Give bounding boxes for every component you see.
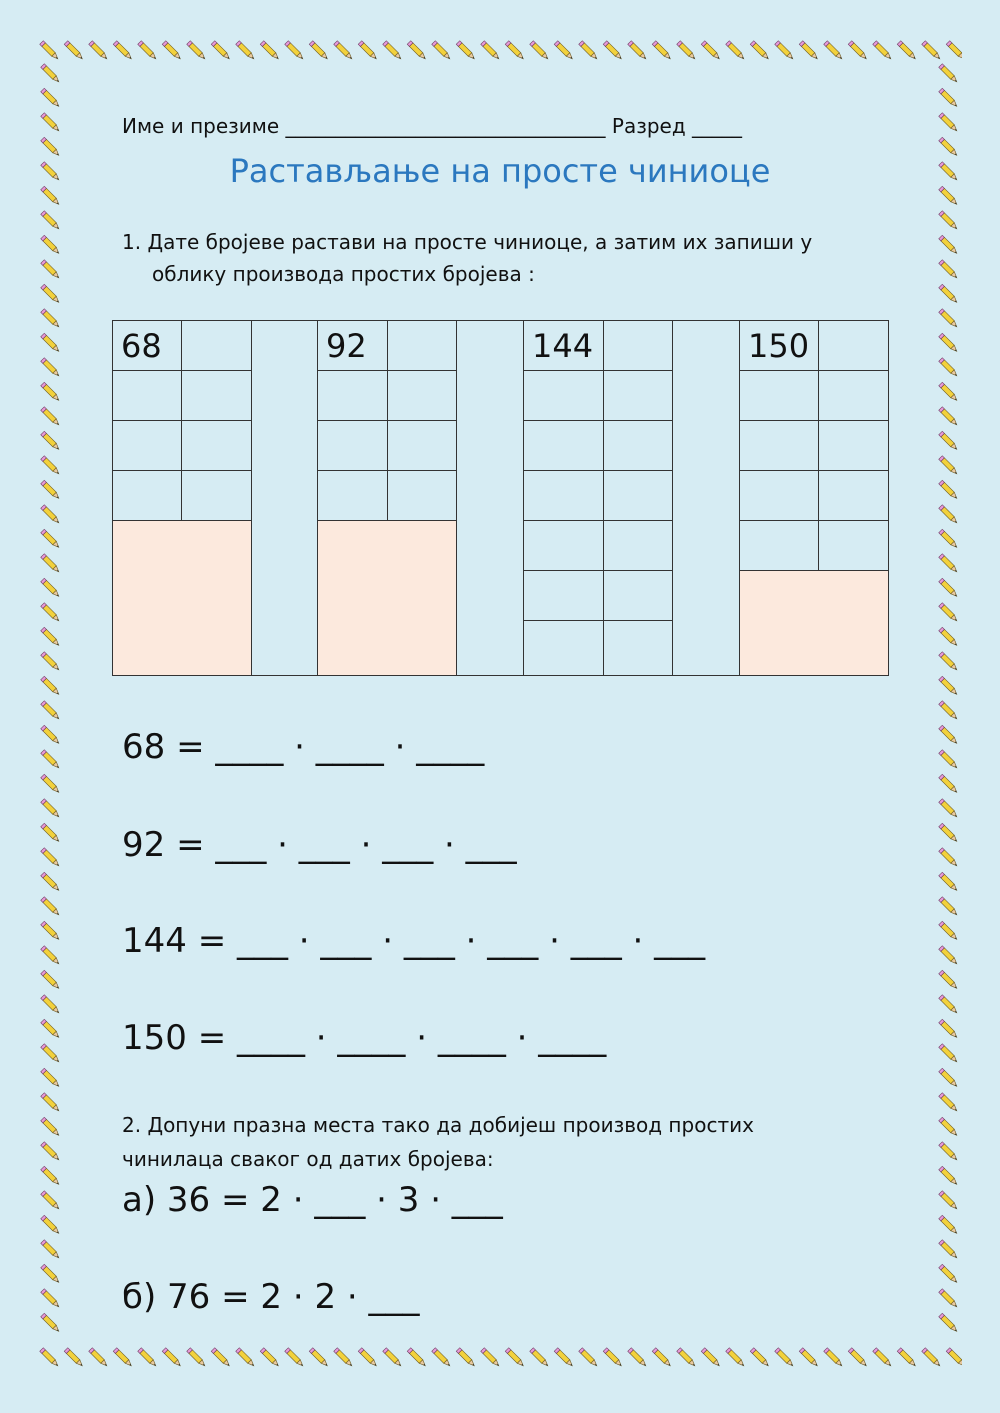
grid-cell[interactable] [818, 370, 889, 421]
task-2-line-2: чинилаца сваког од датих бројева: [122, 1147, 494, 1171]
equation-92[interactable]: 92 = ___ · ___ · ___ · ___ [122, 825, 517, 865]
task-2-a[interactable]: а) 36 = 2 · ___ · 3 · ___ [122, 1180, 503, 1220]
grid-gap [251, 320, 318, 676]
page-title: Растављање на просте чиниоце [229, 152, 771, 190]
grid-cell[interactable] [181, 320, 252, 371]
grid-cell[interactable] [603, 320, 673, 371]
grid-cell[interactable] [112, 470, 182, 521]
pencil-border-bottom [38, 1345, 962, 1371]
task-2-line-1: 2. Допуни празна места тако да добијеш производ простих [122, 1113, 754, 1137]
grid-68 [112, 320, 252, 674]
equation-144[interactable]: 144 = ___ · ___ · ___ · ___ · ___ · ___ [122, 921, 706, 961]
grid-number-cell: 144 [523, 320, 604, 371]
grid-gap [672, 320, 740, 676]
name-field[interactable]: ________________________________ [285, 114, 606, 138]
class-label: Разред [611, 114, 686, 138]
grid-cell[interactable] [523, 520, 604, 571]
grid-number-cell: 68 [112, 320, 182, 371]
grid-cell[interactable] [818, 420, 889, 471]
grid-cell[interactable] [603, 620, 673, 676]
grid-cell[interactable] [317, 370, 388, 421]
grid-cell[interactable] [523, 420, 604, 471]
grid-cell[interactable] [387, 420, 457, 471]
equation-68[interactable]: 68 = ____ · ____ · ____ [122, 727, 485, 767]
grid-cell[interactable] [387, 320, 457, 371]
grid-pink-block [739, 570, 889, 676]
grid-cell[interactable] [181, 470, 252, 521]
name-label: Име и презиме [122, 114, 280, 138]
grid-cell[interactable] [603, 420, 673, 471]
task-2-instructions [122, 1108, 754, 1176]
grid-cell[interactable] [603, 520, 673, 571]
grid-cell[interactable] [523, 470, 604, 521]
grid-pink-block [317, 520, 457, 676]
grid-150 [739, 320, 889, 674]
pencil-border-left [38, 62, 64, 1346]
pencil-border-top [38, 38, 962, 64]
grid-pink-block [112, 520, 252, 676]
pencil-border-right [936, 62, 962, 1346]
task-1-instructions [122, 226, 812, 290]
grid-cell[interactable] [387, 370, 457, 421]
grid-cell[interactable] [739, 470, 819, 521]
header-line [122, 114, 742, 138]
grid-number-cell: 92 [317, 320, 388, 371]
grid-cell[interactable] [523, 370, 604, 421]
grid-cell[interactable] [603, 470, 673, 521]
grid-cell[interactable] [739, 520, 819, 571]
grid-cell[interactable] [181, 370, 252, 421]
factorization-grid-area [112, 320, 889, 676]
task-1-line-2: облику производа простих бројева : [152, 262, 535, 286]
grid-number-cell: 150 [739, 320, 819, 371]
grid-cell[interactable] [317, 420, 388, 471]
grid-cell[interactable] [818, 320, 889, 371]
grid-cell[interactable] [112, 370, 182, 421]
equation-150[interactable]: 150 = ____ · ____ · ____ · ____ [122, 1018, 607, 1058]
grid-cell[interactable] [818, 470, 889, 521]
grid-cell[interactable] [818, 520, 889, 571]
grid-cell[interactable] [603, 370, 673, 421]
grid-cell[interactable] [603, 570, 673, 621]
task-2-b[interactable]: б) 76 = 2 · 2 · ___ [122, 1277, 420, 1317]
grid-cell[interactable] [523, 570, 604, 621]
class-field[interactable]: _____ [692, 114, 743, 138]
grid-cell[interactable] [523, 620, 604, 676]
grid-92 [317, 320, 457, 674]
grid-cell[interactable] [181, 420, 252, 471]
grid-cell[interactable] [387, 470, 457, 521]
grid-cell[interactable] [112, 420, 182, 471]
grid-cell[interactable] [317, 470, 388, 521]
grid-gap [456, 320, 524, 676]
grid-cell[interactable] [739, 370, 819, 421]
grid-cell[interactable] [739, 420, 819, 471]
grid-144 [523, 320, 673, 674]
task-1-line-1: 1. Дате бројеве растави на просте чиниоце, а затим их запиши у [122, 230, 813, 254]
